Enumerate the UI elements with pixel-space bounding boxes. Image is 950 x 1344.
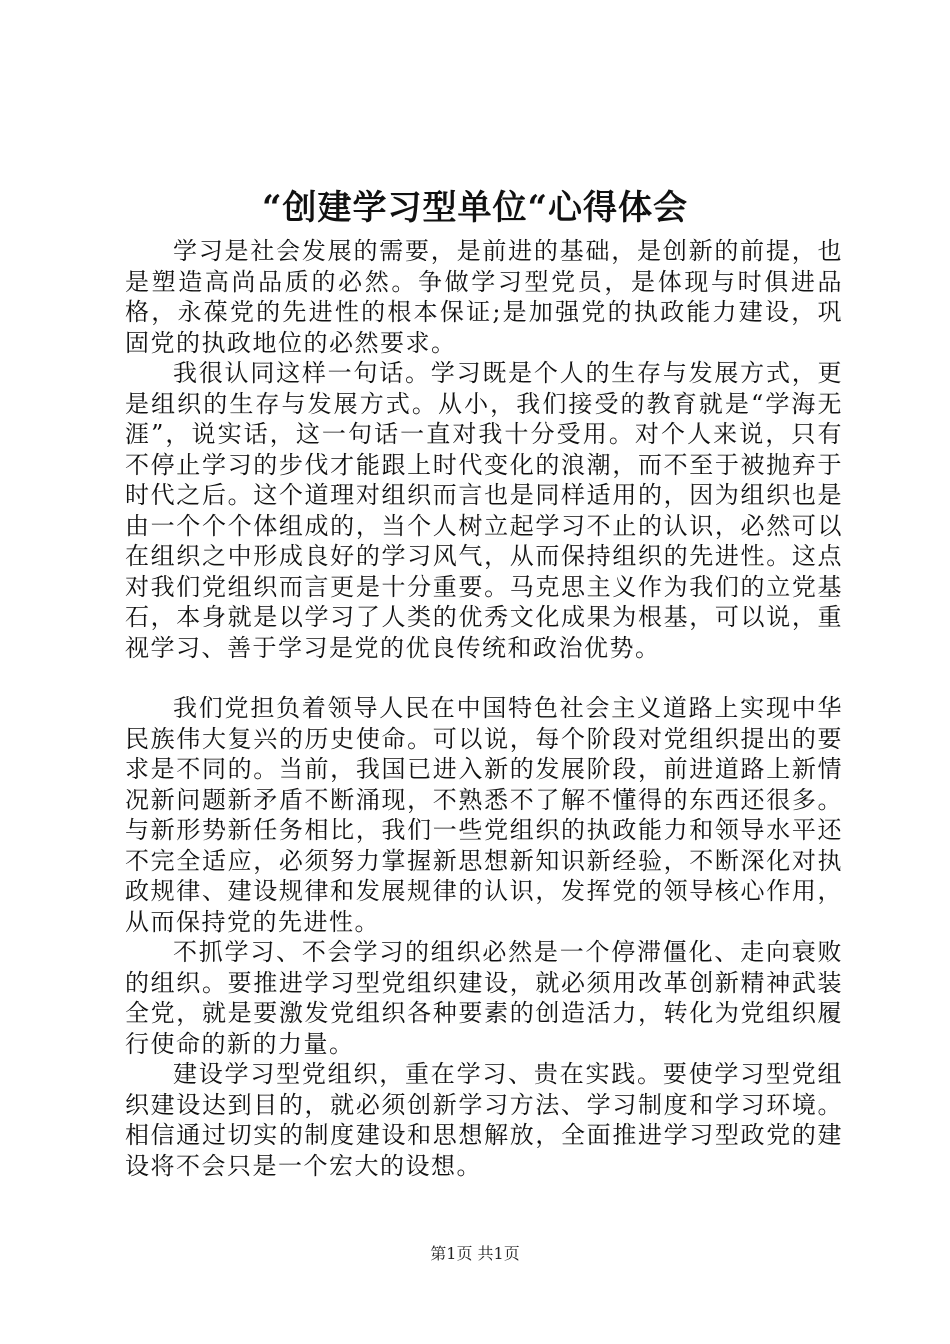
paragraph-3: 我们党担负着领导人民在中国特色社会主义道路上实现中华民族伟大复兴的历史使命。可以说，每个阶段对党组织提出的要求是不同的。当前，我国已进入新的发展阶段，前进道路上新情况新问题新矛盾不断涌现，不熟悉不了解不懂得的东西还很多。与新形势新任务相比，我们一些党组织的执政能力和领导水平还不完全适应，必须努力掌握新思想新知识新经验，不断深化对执政规律、建设规律和发展规律的认识，发挥党的领导核心作用，从而保持党的先进性。 xyxy=(125,694,843,936)
paragraph-5: 建设学习型党组织，重在学习、贵在实践。要使学习型党组织建设达到目的，就必须创新学习方法、学习制度和学习环境。相信通过切实的制度建设和思想解放，全面推进学习型政党的建设将不会只是一个宏大的设想。 xyxy=(125,1060,843,1180)
paragraph-2: 我很认同这样一句话。学习既是个人的生存与发展方式，更是组织的生存与发展方式。从小，我们接受的教育就是“学海无涯”，说实话，这一句话一直对我十分受用。对个人来说，只有不停止学习的步伐才能跟上时代变化的浪潮，而不至于被抛弃于时代之后。这个道理对组织而言也是同样适用的，因为组织也是由一个个个体组成的，当个人树立起学习不止的认识，必然可以在组织之中形成良好的学习风气，从而保持组织的先进性。这点对我们党组织而言更是十分重要。马克思主义作为我们的立党基石，本身就是以学习了人类的优秀文化成果为根基，可以说，重视学习、善于学习是党的优良传统和政治优势。 xyxy=(125,359,843,662)
page-number-footer: 第1页 共1页 xyxy=(430,1244,520,1263)
paragraph-1: 学习是社会发展的需要，是前进的基础，是创新的前提，也是塑造高尚品质的必然。争做学习型党员，是体现与时俱进品格，永葆党的先进性的根本保证;是加强党的执政能力建设，巩固党的执政地位的必然要求。 xyxy=(125,237,843,357)
document-title: “创建学习型单位“心得体会 xyxy=(261,188,689,228)
paragraph-4: 不抓学习、不会学习的组织必然是一个停滞僵化、走向衰败的组织。要推进学习型党组织建设，就必须用改革创新精神武装全党，就是要激发党组织各种要素的创造活力，转化为党组织履行使命的新的力量。 xyxy=(125,938,843,1058)
document-body xyxy=(125,236,843,1181)
